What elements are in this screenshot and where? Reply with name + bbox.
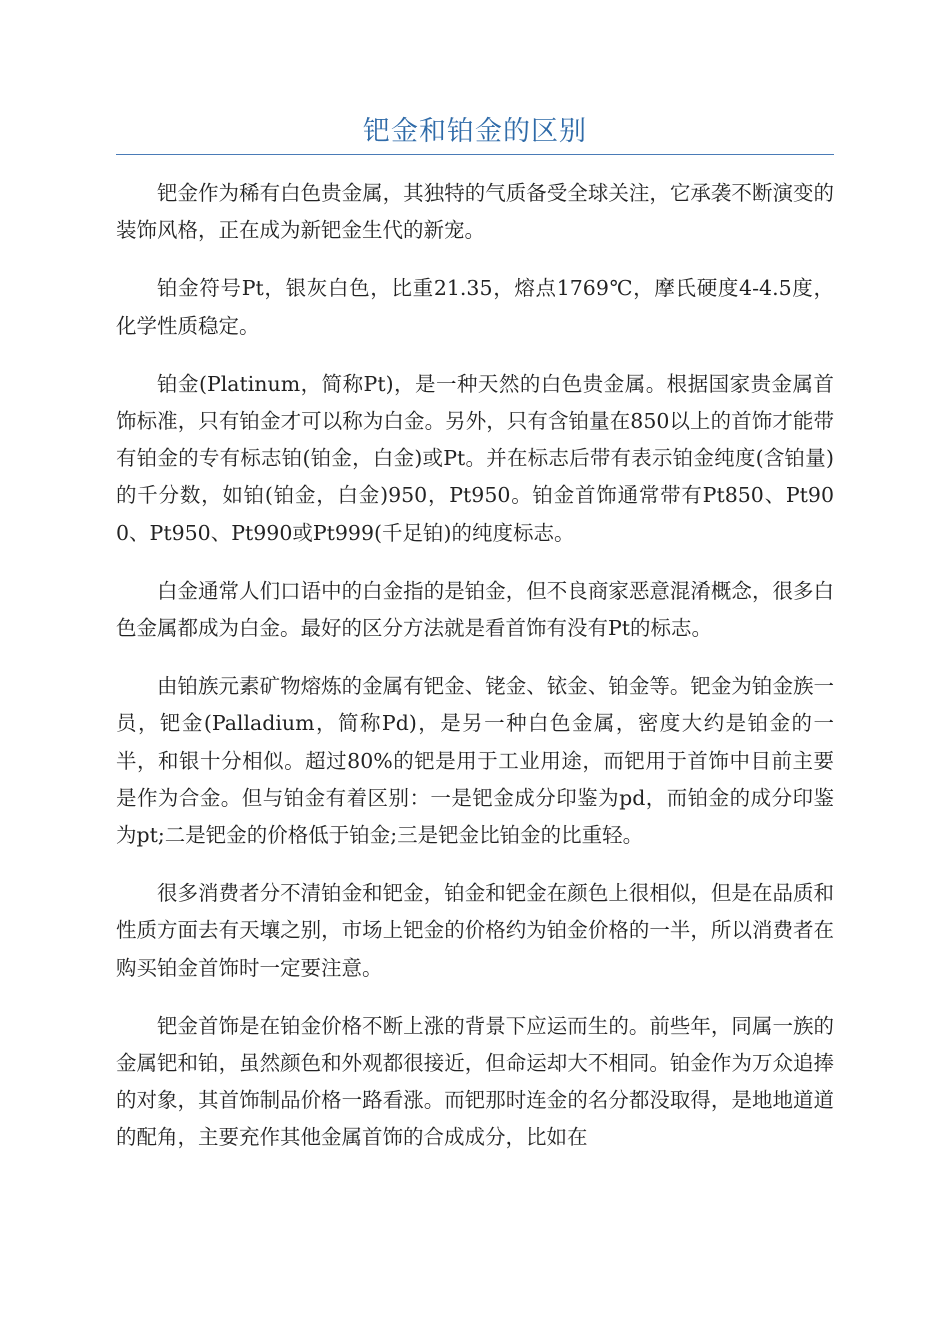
document-title: 钯金和铂金的区别 [363, 116, 587, 147]
paragraph-platinum-definition: 铂金(Platinum，简称Pt)，是一种天然的白色贵金属。根据国家贵金属首饰标准，只有铂金才可以称为白金。另外，只有含铂量在850以上的首饰才能带有铂金的专有标志铂(铂金，白金)或Pt。并在标志后带有表示铂金纯度(含铂量)的千分数，如铂(铂金，白金)950，Pt950。铂金首饰通常带有Pt850、Pt900、Pt950、Pt990或Pt999(千足铂)的纯度标志。 [116, 371, 834, 545]
paragraph-palladium-definition: 由铂族元素矿物熔炼的金属有钯金、铑金、铱金、铂金等。钯金为铂金族一员，钯金(Palladium，简称Pd)，是另一种白色金属，密度大约是铂金的一半，和银十分相似。超过80%的钯是用于工业用途，而钯用于首饰中目前主要是作为合金。但与铂金有着区别：一是钯金成分印鉴为pd，而铂金的成分印鉴为pt;二是钯金的价格低于铂金;三是钯金比铂金的比重轻。 [116, 674, 834, 848]
paragraph-palladium-history: 钯金首饰是在铂金价格不断上涨的背景下应运而生的。前些年，同属一族的金属钯和铂，虽然颜色和外观都很接近，但命运却大不相同。铂金作为万众追捧的对象，其首饰制品价格一路看涨。而钯那时连金的名分都没取得，是地地道道的配角，主要充作其他金属首饰的合成成分，比如在 [116, 1013, 834, 1150]
paragraph-consumer-advice: 很多消费者分不清铂金和钯金，铂金和钯金在颜色上很相似，但是在品质和性质方面去有天壤之别，市场上钯金的价格约为铂金价格的一半，所以消费者在购买铂金首饰时一定要注意。 [116, 881, 834, 980]
document-body [116, 175, 834, 1178]
paragraph-platinum-properties: 铂金符号Pt，银灰白色，比重21.35，熔点1769℃，摩氏硬度4-4.5度，化学性质稳定。 [116, 276, 834, 338]
title-underline [116, 154, 834, 155]
paragraph-intro: 钯金作为稀有白色贵金属，其独特的气质备受全球关注，它承袭不断演变的装饰风格，正在成为新钯金生代的新宠。 [116, 181, 834, 243]
paragraph-white-gold: 白金通常人们口语中的白金指的是铂金，但不良商家恶意混淆概念，很多白色金属都成为白金。最好的区分方法就是看首饰有没有Pt的标志。 [116, 578, 834, 641]
